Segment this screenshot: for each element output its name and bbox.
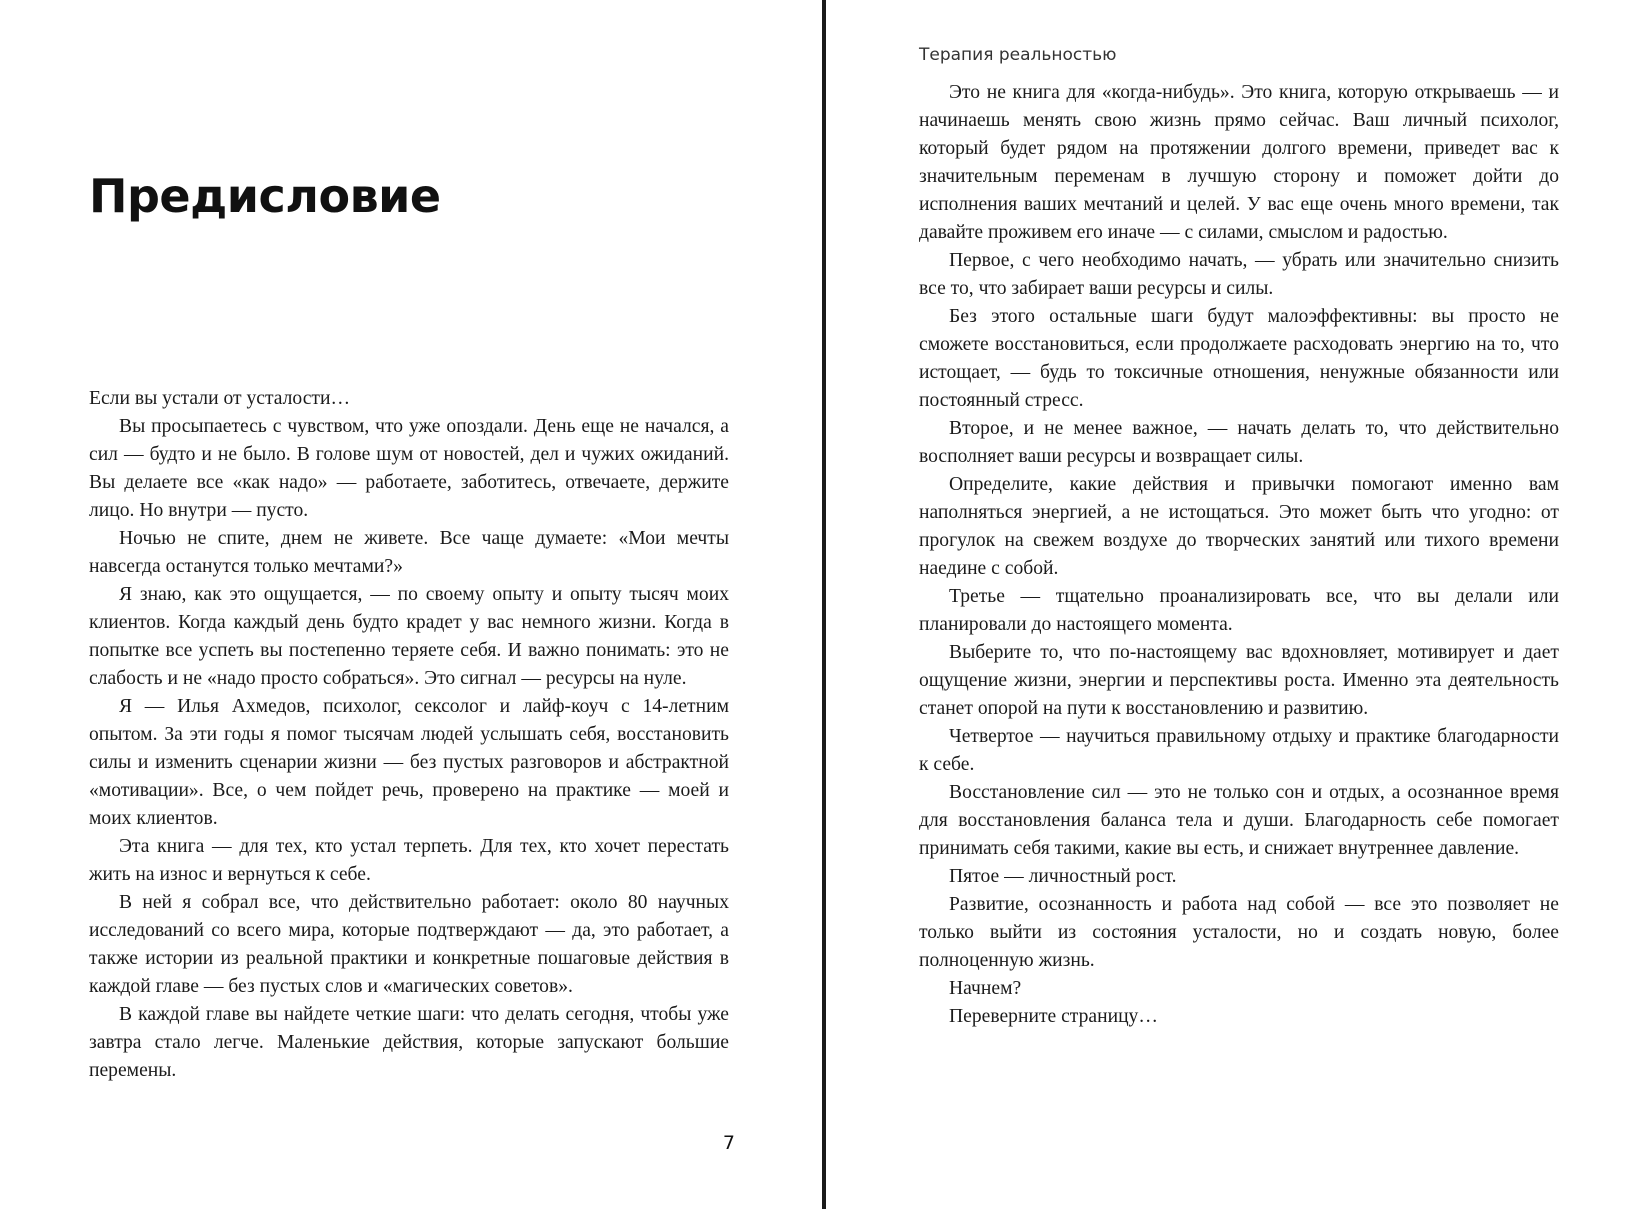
paragraph: В ней я собрал все, что действительно работает: около 80 научных исследований со всего мира, которые подтверждают — да, это работает, а также истории из реальной практики и конкретные пошаговые действия в каждой главе — без пустых слов и «магических советов». <box>89 892 729 997</box>
paragraph: Я знаю, как это ощущается, — по своему опыту и опыту тысяч моих клиентов. Когда каждый день будто крадет у вас немного жизни. Когда в попытке все успеть вы постепенно теряете себя. И важно понимать: это не слабость и не «надо просто собраться». Это сигнал — ресурсы на нуле. <box>89 584 729 689</box>
right-page <box>826 0 1648 1209</box>
paragraph: Вы просыпаетесь с чувством, что уже опоздали. День еще не начался, а сил — будто и не было. В голове шум от новостей, дел и чужих ожиданий. Вы делаете все «как надо» — работаете, заботитесь, отвечаете, держите лицо. Но внутри — пусто. <box>89 416 729 521</box>
paragraph: Первое, с чего необходимо начать, — убрать или значительно снизить все то, что забирает ваши ресурсы и силы. <box>919 250 1559 299</box>
paragraph: Четвертое — научиться правильному отдыху и практике благодарности к себе. <box>919 726 1559 775</box>
paragraph: Без этого остальные шаги будут малоэффективны: вы просто не сможете восстановиться, если продолжаете расходовать энергию на то, что истощает, — будь то токсичные отношения, ненужные обязанности или постоянный стресс. <box>919 306 1559 411</box>
paragraph: Если вы устали от усталости… <box>89 388 351 409</box>
running-head: Терапия реальностью <box>919 45 1117 65</box>
paragraph: Ночью не спите, днем не живете. Все чаще думаете: «Мои мечты навсегда останутся только мечтами?» <box>89 528 729 577</box>
paragraph: Пятое — личностный рост. <box>949 866 1177 887</box>
paragraph: Начнем? <box>949 978 1022 999</box>
paragraph: Развитие, осознанность и работа над собой — все это позволяет не только выйти из состояния усталости, но и создать новую, более полноценную жизнь. <box>919 894 1559 971</box>
paragraph: Восстановление сил — это не только сон и отдых, а осознанное время для восстановления баланса тела и души. Благодарность себе помогает принимать себя такими, какие вы есть, и снижает внутреннее давление. <box>919 782 1559 859</box>
paragraph: Эта книга — для тех, кто устал терпеть. Для тех, кто хочет перестать жить на износ и вернуться к себе. <box>89 836 729 885</box>
paragraph: Переверните страницу… <box>949 1006 1158 1027</box>
page-number: 7 <box>722 1132 735 1154</box>
right-page-body <box>919 79 1559 1031</box>
paragraph: Это не книга для «когда-нибудь». Это книга, которую открываешь — и начинаешь менять свою жизнь прямо сейчас. Ваш личный психолог, который будет рядом на протяжении долгого времени, приведет вас к значительным переменам в лучшую сторону и поможет дойти до исполнения ваших мечтаний и целей. У вас еще очень много времени, так давайте проживем его иначе — с силами, смыслом и радостью. <box>919 82 1559 243</box>
paragraph: Выберите то, что по-настоящему вас вдохновляет, мотивирует и дает ощущение жизни, энергии и перспективы роста. Именно эта деятельность станет опорой на пути к восстановлению и развитию. <box>919 642 1559 719</box>
paragraph: Определите, какие действия и привычки помогают именно вам наполняться энергией, а не истощаться. Это может быть что угодно: от прогулок на свежем воздухе до творческих занятий или тихого времени наедине с собой. <box>919 474 1559 579</box>
paragraph: В каждой главе вы найдете четкие шаги: что делать сегодня, чтобы уже завтра стало легче. Маленькие действия, которые запускают большие перемены. <box>89 1004 729 1081</box>
paragraph: Я — Илья Ахмедов, психолог, сексолог и лайф-коуч с 14-летним опытом. За эти годы я помог тысячам людей услышать себя, восстановить силы и изменить сценарии жизни — без пустых разговоров и абстрактной «мотивации». Все, о чем пойдет речь, проверено на практике — моей и моих клиентов. <box>89 696 729 829</box>
left-page <box>0 0 822 1209</box>
paragraph: Второе, и не менее важное, — начать делать то, что действительно восполняет ваши ресурсы и возвращает силы. <box>919 418 1559 467</box>
paragraph: Третье — тщательно проанализировать все, что вы делали или планировали до настоящего момента. <box>919 586 1559 635</box>
chapter-title: Предисловие <box>89 169 441 223</box>
left-page-body <box>89 385 729 1085</box>
